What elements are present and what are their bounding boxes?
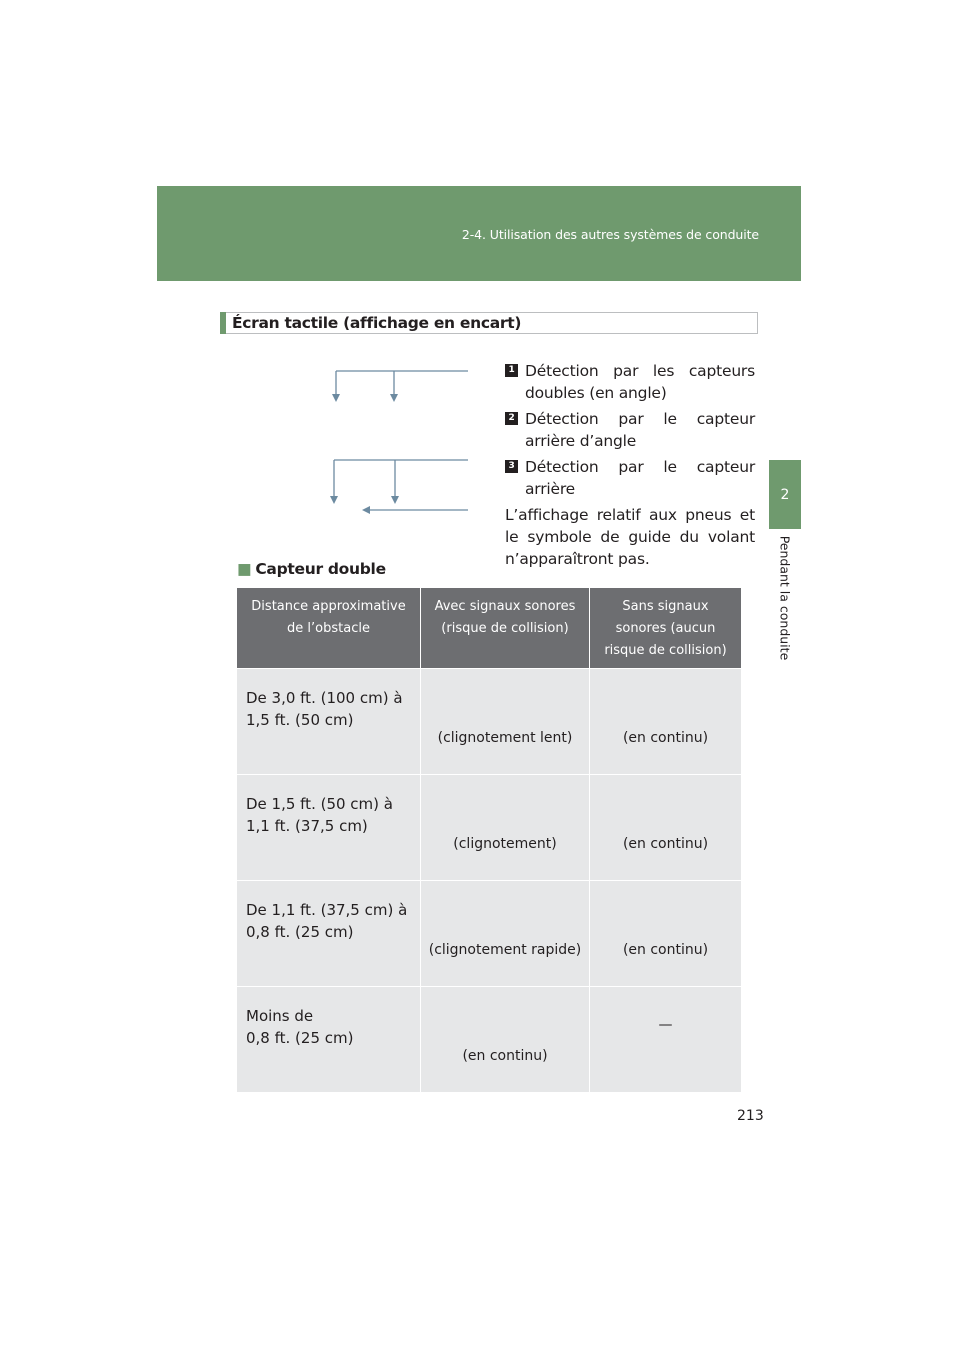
table-row [237, 880, 741, 986]
list-item [505, 408, 755, 452]
sensor-arrows-diagram [320, 362, 480, 522]
distance-line: De 3,0 ft. (100 cm) à [246, 689, 403, 707]
table-row [237, 774, 741, 880]
detection-list [505, 360, 755, 570]
section-heading [220, 312, 758, 334]
list-item-text: Détection par les capteurs doubles (en angle) [525, 362, 755, 402]
page-number: 213 [737, 1108, 764, 1124]
list-marker: 1 [505, 364, 518, 377]
display-note: L’affichage relatif aux pneus et le symbole de guide du volant n’apparaîtront pas. [505, 506, 755, 568]
list-marker: 3 [505, 460, 518, 473]
without-sound-cell [590, 774, 741, 880]
table-row [237, 986, 741, 1092]
distance-cell [237, 668, 421, 774]
with-sound-text: (en continu) [462, 1048, 548, 1064]
chapter-title: 2-4. Utilisation des autres systèmes de conduite [461, 227, 759, 242]
list-item-text: Détection par le capteur arrière [525, 458, 755, 498]
square-bullet-icon: ■ [237, 560, 252, 578]
without-sound-text: (en continu) [622, 836, 709, 852]
list-item-text: Détection par le capteur arrière d’angle [525, 410, 755, 450]
without-sound-cell [590, 986, 741, 1092]
distance-line: 1,1 ft. (37,5 cm) [246, 817, 368, 835]
without-sound-cell [590, 880, 741, 986]
with-sound-text: (clignotement) [453, 836, 557, 852]
chapter-tab-number: 2 [780, 486, 790, 503]
distance-line: 0,8 ft. (25 cm) [246, 1029, 354, 1047]
chapter-tab-label: Pendant la conduite [777, 535, 793, 661]
subsection-title: Capteur double [255, 560, 386, 578]
distance-line: Moins de [246, 1007, 314, 1025]
with-sound-cell [421, 774, 590, 880]
without-sound-text: (en continu) [622, 730, 709, 746]
chapter-tab [769, 460, 801, 529]
with-sound-cell [421, 986, 590, 1092]
distance-line: 1,5 ft. (50 cm) [246, 711, 354, 729]
distance-cell [237, 986, 421, 1092]
distance-line: 0,8 ft. (25 cm) [246, 923, 354, 941]
section-heading-label: Écran tactile (affichage en encart) [232, 314, 522, 332]
subsection-heading [237, 560, 386, 578]
without-sound-text: (en continu) [622, 942, 709, 958]
without-sound-text: — [658, 1017, 673, 1033]
column-header: Avec signaux sonores (risque de collision) [421, 588, 590, 668]
with-sound-cell [421, 880, 590, 986]
column-header: Distance approximative de l’obstacle [237, 588, 421, 668]
table-row [237, 668, 741, 774]
with-sound-text: (clignotement rapide) [428, 942, 582, 958]
without-sound-cell [590, 668, 741, 774]
distance-cell [237, 880, 421, 986]
list-marker: 2 [505, 412, 518, 425]
column-header: Sans signaux sonores (aucun risque de collision) [590, 588, 741, 668]
with-sound-cell [421, 668, 590, 774]
chapter-header-band [157, 186, 801, 281]
distance-cell [237, 774, 421, 880]
distance-line: De 1,5 ft. (50 cm) à [246, 795, 393, 813]
section-heading-bar [220, 312, 226, 334]
list-item [505, 456, 755, 500]
distance-line: De 1,1 ft. (37,5 cm) à [246, 901, 408, 919]
with-sound-text: (clignotement lent) [437, 730, 573, 746]
list-item [505, 360, 755, 404]
distance-table [237, 588, 741, 1092]
table-header-row [237, 588, 741, 668]
